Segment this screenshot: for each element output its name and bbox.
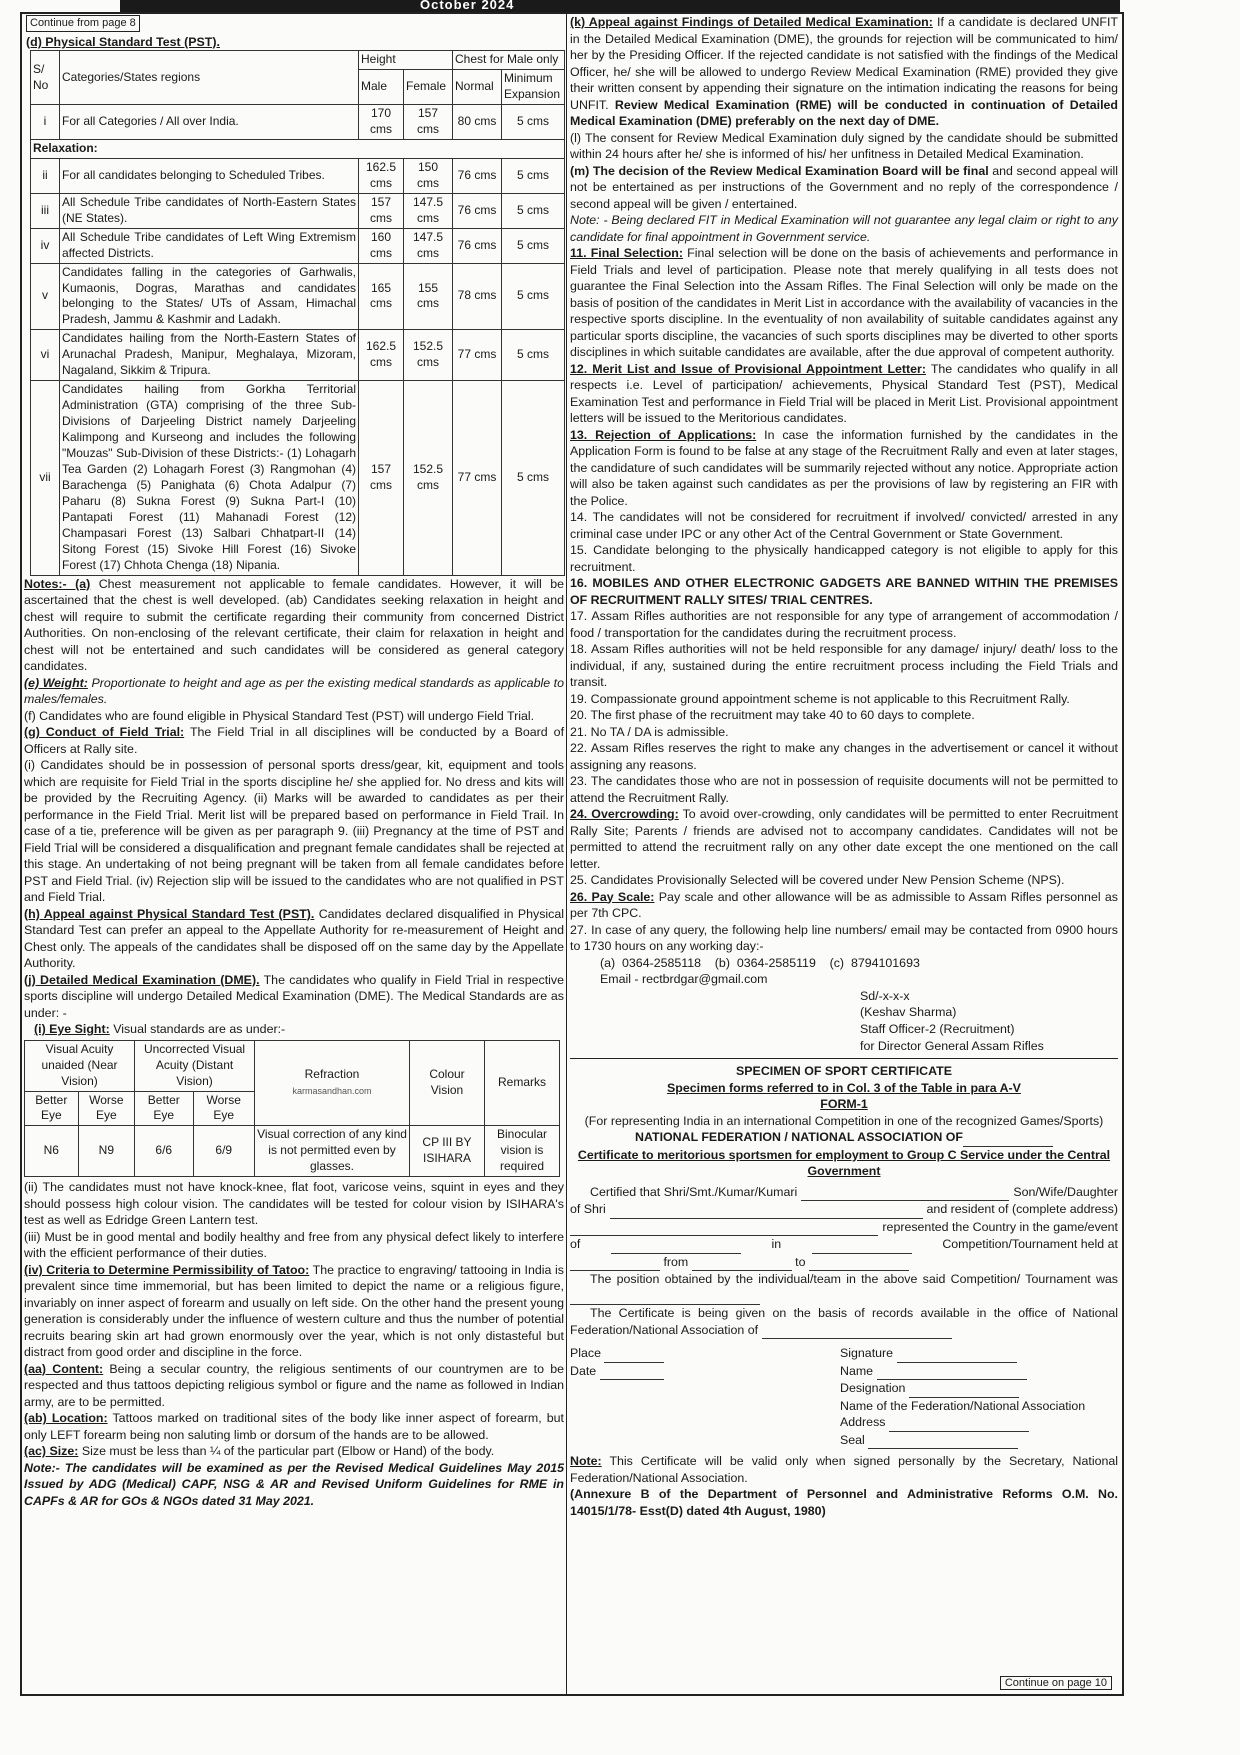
- j-text: The candidates who qualify in Field Trial in respective sports discipline will undergo Detailed Medical Examination (DME). The Medical Standards are as under: -: [24, 972, 564, 1020]
- blank-line: [877, 1363, 1027, 1381]
- k-text: If a candidate is declared UNFIT in the Detailed Medical Examination (DME), the grounds for rejection will be communicated to him/ her by the Presiding Officer. If the rejected candidate is not satisfied with the findings of the Medical Officer, he/ she will be allowed to undergo Review Medical Examination (RME) provided they give their written consent by appending their signature on the intimation indicating the reasons for being UNFIT.: [570, 15, 1118, 112]
- table-row: [31, 330, 565, 381]
- j-label: (j) Detailed Medical Examination (DME).: [24, 972, 260, 987]
- form-row: [570, 1254, 1118, 1272]
- spec-title: SPECIMEN OF SPORT CERTIFICATE: [736, 1064, 952, 1079]
- eye-cell: N9: [78, 1126, 134, 1177]
- p11-text: Final selection will be done on the basis of achievements and performance in Field Trials and level of participation. Please note that merely qualifying in all tests does not guarantee the Final Selection into the Assam Rifles. The Final Selection will only be made on the basis of position of the candidates in Merit List in accordance with the availability of vacancies in the respective sports discipline. In the eventuality of non availability of suitable candidates against any particular sports discipline, the vacancies of such sports disciplines may be diverted to other sports disciplines in which suitable candidates are available, after the due approval of competent authority.: [570, 246, 1118, 359]
- form-text: and resident of (complete address): [926, 1202, 1118, 1217]
- iii-para: (iii) Must be in good mental and bodily healthy and free from any physical defect likely to interfere with the efficient performance of their duties.: [24, 1229, 564, 1261]
- row-no: vii: [31, 381, 60, 575]
- eye-cell: N6: [25, 1126, 79, 1177]
- form-text: of: [570, 1237, 581, 1252]
- table-row: [31, 158, 565, 193]
- eye-th-better-2: Better Eye: [135, 1091, 193, 1126]
- p11-label: 11. Final Selection:: [570, 246, 683, 260]
- p22: 22. Assam Rifles reserves the right to make any changes in the advertisement or cancel it without assigning any reasons.: [570, 741, 1118, 772]
- p15: 15. Candidate belonging to the physically handicapped category is not eligible to apply for this recruitment.: [570, 543, 1118, 574]
- row-normal: 77 cms: [453, 330, 502, 381]
- m-text: and second appeal will not be entertained as per instructions of the Government and no reply of the correspondence / second appeal will be given / entertained.: [570, 163, 1118, 211]
- cert-note-label: Note:: [570, 1454, 602, 1469]
- form-text: in: [771, 1237, 782, 1252]
- eye-th-worse: Worse Eye: [78, 1091, 134, 1126]
- sig-authority: for Director General Assam Rifles: [860, 1038, 1044, 1053]
- notes-para: [24, 576, 564, 675]
- designation-label: Designation: [840, 1381, 906, 1396]
- eye-cell: Visual correction of any kind is not permitted even by glasses.: [255, 1126, 410, 1177]
- table-row: [25, 1126, 560, 1177]
- p13: [570, 427, 1118, 510]
- address-label: Address: [840, 1415, 886, 1430]
- blank-line: [963, 1129, 1053, 1147]
- h-text: Candidates declared disqualified in Physical Standard Test can prefer an appeal to the Appellate Authority for re-measurement of Height and Chest only. The appeals of the candidates shall be disposed off on the same day by the Appellate Authority.: [24, 906, 564, 971]
- p25: 25. Candidates Provisionally Selected will be covered under New Pension Scheme (NPS).: [570, 873, 1065, 887]
- row-male: 162.5 cms: [359, 158, 404, 193]
- aa-label: (aa) Content:: [24, 1361, 104, 1376]
- name-label: Name: [840, 1363, 874, 1378]
- table-row: [31, 104, 565, 139]
- form-text: from: [663, 1254, 689, 1269]
- row-normal: 76 cms: [453, 158, 502, 193]
- p11: [570, 245, 1118, 361]
- row-female: 150 cms: [404, 158, 453, 193]
- row-no: vi: [31, 330, 60, 381]
- g-label: (g) Conduct of Field Trial:: [24, 725, 185, 740]
- th-sno: S/ No: [31, 51, 60, 105]
- row-exp: 5 cms: [502, 381, 565, 575]
- helpline-numbers: (a) 0364-2585118 (b) 0364-2585119 (c) 8794101693: [600, 955, 920, 970]
- row-text: For all candidates belonging to Scheduled Tribes.: [60, 158, 359, 193]
- blank-line: [692, 1254, 792, 1272]
- pst-title: (d) Physical Standard Test (PST).: [26, 34, 220, 49]
- federation-line: [570, 1129, 1118, 1147]
- eye-th-refraction: [255, 1040, 410, 1126]
- left-column: [24, 14, 564, 1509]
- right-column: [570, 14, 1118, 1519]
- eye-cell: CP III BY ISIHARA: [410, 1126, 485, 1177]
- p13-text: In case the information furnished by the candidates in the Application Form is found to be false at any stage of the Recruitment Rally and even at later stages, the candidature of such candidates will be summarily rejected without any notice. Appropriate action will also be taken against such candidates as per the provisions of law by registering an FIR with the Police.: [570, 427, 1118, 508]
- form-text: Son/Wife/Daughter: [1013, 1184, 1118, 1199]
- form-row: [570, 1184, 1118, 1202]
- signature-label: Signature: [840, 1346, 894, 1361]
- sig-designation: Staff Officer-2 (Recruitment): [860, 1021, 1015, 1036]
- eye-th-colour: Colour Vision: [410, 1040, 485, 1126]
- p21: 21. No TA / DA is admissible.: [570, 724, 729, 739]
- th-normal: Normal: [453, 70, 502, 105]
- eye-label: (i) Eye Sight:: [34, 1022, 110, 1037]
- row-text: Candidates hailing from Gorkha Territorial Administration (GTA) comprising of the three Sub-Divisions of Darjeeling District namely Darjeeling Kalimpong and Kurseong and includes the following "Mouzas" Sub-Division of these Districts:- (1) Lohagarh Tea Garden (2) Lohagarh Forest (3) Rangmohan (4) Barachenga (5) Panighata (6) Chota Adalpur (7) Paharu (8) Sukna Forest (9) Sukna Part-I (10) Pantapati Forest (11) Mahanadi Forest (12) Champasari Forest (13) Salbari Chhatpart-II (14) Sitong Forest (15) Sivoke Hill Forest (16) Sivoke Forest (17) Chhota Chenga (18) Nipania.: [60, 381, 359, 575]
- form-text: of Shri: [570, 1202, 606, 1217]
- signature-block: [860, 988, 1118, 1055]
- row-exp: 5 cms: [502, 263, 565, 330]
- eye-table: [24, 1040, 560, 1178]
- form-row: [570, 1236, 1118, 1254]
- weight-text: Proportionate to height and age as per the existing medical standards as applicable to males/females.: [24, 675, 564, 707]
- g-para: [24, 724, 564, 757]
- pst-table: [30, 50, 565, 576]
- row-normal: 77 cms: [453, 381, 502, 575]
- p14: 14. The candidates will not be considered for recruitment if involved/ convicted/ arrested in any criminal case under IPC or any other Act of the Central Government or State Government.: [570, 510, 1118, 541]
- p12-label: 12. Merit List and Issue of Provisional Appointment Letter:: [570, 361, 926, 376]
- eye-th-near: Visual Acuity unaided (Near Vision): [25, 1040, 135, 1091]
- iv-label: (iv) Criteria to Determine Permissibility of Tatoo:: [24, 1262, 310, 1277]
- notes-text: Chest measurement not applicable to female candidates. However, it will be ascertained that the chest is well developed. (ab) Candidates seeking relaxation in height and chest will require to submit the certificate regarding their community from concerned District Authorities. On non-enclosing of the relevant certificate, their claim for relaxation in height and chest will not be entertained and such candidates will be considered as general category candidates.: [24, 576, 564, 674]
- k-para: [570, 14, 1118, 130]
- form-row: [570, 1201, 1118, 1219]
- blank-line: [809, 1254, 909, 1272]
- row-no: iv: [31, 228, 60, 263]
- p24-text: To avoid over-crowding, only candidates will be permitted to enter Recruitment Rally Site; Parents / friends are advised not to accompany candidates. Candidates will not be permitted to attend the recruitment rally on any other date except the one mentioned on the call letter.: [570, 807, 1119, 871]
- final-note: Note:- The candidates will be examined as per the Revised Medical Guidelines May 2015 Issued by ADG (Medical) CAPF, NSG & AR and Revised Uniform Guidelines for RME in CAPFs & AR for GOs & NGOs dated 31 May 2021.: [24, 1460, 564, 1508]
- page-frame: [20, 12, 1124, 1696]
- cert-position: [570, 1271, 1118, 1305]
- l-para: (l) The consent for Review Medical Examination duly signed by the candidate should be submitted within 24 hours after he/ she is informed of his/ her unfitness in Detailed Medical Examination.: [570, 130, 1118, 161]
- th-category: Categories/States regions: [60, 51, 359, 105]
- table-row: [31, 193, 565, 228]
- refraction-label: Refraction: [304, 1067, 360, 1082]
- k-label: (k) Appeal against Findings of Detailed Medical Examination:: [570, 15, 933, 29]
- form-text: Competition/Tournament held at: [942, 1237, 1118, 1252]
- row-female: 152.5 cms: [404, 381, 453, 575]
- table-row: [31, 381, 565, 575]
- th-female: Female: [404, 70, 453, 105]
- eye-text: Visual standards are as under:-: [113, 1022, 286, 1037]
- p12: [570, 361, 1118, 427]
- notes-label: Notes:- (a): [24, 576, 91, 591]
- row-female: 147.5 cms: [404, 228, 453, 263]
- aa-text: Being a secular country, the religious sentiments of our countrymen are to be respected and thus tattoos depicting religious symbol or figure and the name as followed in Indian army, are to be permitted.: [24, 1361, 564, 1409]
- iv-text: The practice to engraving/ tattooing in India is prevalent since time immemorial, but has been limited to depict the name or a religious figure, invariably on inner aspect of forearm and usually on left side. On the other hand the present young generation is considerably under the influence of western culture and thus the number of potential recruits bearing skin art had grown enormously over the year, which is not only distasteful but distract from good order and discipline in the force.: [24, 1262, 564, 1360]
- g-text: The Field Trial in all disciplines will be conducted by a Board of Officers at Rally site.: [24, 725, 565, 756]
- helpline-email: Email - rectbrdgar@gmail.com: [600, 972, 768, 986]
- blank-line: [610, 1201, 923, 1219]
- ab-text: Tattoos marked on traditional sites of the body like inner aspect of forearm, but only LEFT forearm being non saluting limb or dorsum of the hands are to be allowed.: [24, 1411, 564, 1442]
- blank-line: [897, 1345, 1017, 1363]
- row-no: i: [31, 104, 60, 139]
- row-text: Candidates falling in the categories of Garhwalis, Kumaonis, Dogras, Marathas and candidates belonging to the States/ UTs of Assam, Himachal Pradesh, Jammu & Kashmir and Ladakh.: [60, 263, 359, 330]
- row-exp: 5 cms: [502, 228, 565, 263]
- cert-note-text: This Certificate will be valid only when signed personally by the Secretary, National Federation/National Association.: [570, 1454, 1119, 1485]
- cert-signature-area: [570, 1345, 1118, 1449]
- p23: 23. The candidates those who are not in possession of requisite documents will not be permitted to attend the Recruitment Rally.: [570, 774, 1118, 805]
- sig-name: (Keshav Sharma): [860, 1005, 957, 1020]
- k-bold: Review Medical Examination (RME) will be conducted in continuation of Detailed Medical Examination (DME) preferably on the next day of DME.: [570, 97, 1118, 128]
- date-label: Date: [570, 1363, 597, 1378]
- p19: 19. Compassionate ground appointment scheme is not applicable to this Recruitment Rally.: [570, 691, 1070, 706]
- form-text: to: [795, 1254, 806, 1269]
- ac-label: (ac) Size:: [24, 1444, 79, 1459]
- form-text: represented the Country in the game/event: [882, 1219, 1118, 1234]
- row-no: iii: [31, 193, 60, 228]
- blank-line: [570, 1219, 878, 1237]
- p17: 17. Assam Rifles authorities are not responsible for any type of arrangement of accommodation / food / transportation for the candidates during the recruitment process.: [570, 609, 1118, 640]
- th-chest: Chest for Male only: [453, 51, 565, 70]
- m-bold: (m) The decision of the Review Medical Examination Board will be final: [570, 163, 989, 178]
- row-exp: 5 cms: [502, 104, 565, 139]
- th-height: Height: [359, 51, 453, 70]
- row-text: All Schedule Tribe candidates of Left Wing Extremism affected Districts.: [60, 228, 359, 263]
- row-exp: 5 cms: [502, 193, 565, 228]
- row-no: v: [31, 263, 60, 330]
- spec-subtitle: Specimen forms referred to in Col. 3 of the Table in para A-V: [667, 1080, 1021, 1095]
- p16: 16. MOBILES AND OTHER ELECTRONIC GADGETS ARE BANNED WITHIN THE PREMISES OF RECRUITMENT RALLY SITES/ TRIAL CENTRES.: [570, 576, 1118, 607]
- eye-th-worse-2: Worse Eye: [193, 1091, 255, 1126]
- form-1-label: FORM-1: [820, 1097, 868, 1112]
- row-female: 157 cms: [404, 104, 453, 139]
- eye-th-distant: Uncorrected Visual Acuity (Distant Vision): [135, 1040, 255, 1091]
- place-label: Place: [570, 1346, 601, 1361]
- form-text: The position obtained by the individual/team in the above said Competition/ Tournament was: [590, 1272, 1118, 1287]
- weight-label: (e) Weight:: [24, 675, 88, 690]
- row-normal: 78 cms: [453, 263, 502, 330]
- th-min-expansion: Minimum Expansion: [502, 70, 565, 105]
- p27: 27. In case of any query, the following help line numbers/ email may be contacted from 0900 hours to 1730 hours on any working day:-: [570, 922, 1118, 953]
- blank-line: [570, 1254, 660, 1272]
- h-para: [24, 906, 564, 972]
- p26-text: Pay scale and other allowance will be as admissible to Assam Rifles personnel as per 7th CPC.: [570, 889, 1119, 920]
- blank-line: [801, 1184, 1009, 1202]
- p12-text: The candidates who qualify in all respects i.e. Level of participation/ achievements, Physical Standard Test (PST), Medical Examination Test and performance in Field Trial will be placed in Merit List. Provisional appointment letters will be issued to the Meritorious candidates.: [570, 361, 1118, 425]
- top-strip-text: October 2024: [420, 0, 515, 12]
- p13-label: 13. Rejection of Applications:: [570, 427, 757, 442]
- row-male: 165 cms: [359, 263, 404, 330]
- blank-line: [762, 1322, 952, 1340]
- continue-from-box: Continue from page 8: [26, 15, 140, 32]
- column-divider: [566, 14, 567, 1694]
- continue-on-box: Continue on page 10: [1000, 1676, 1112, 1690]
- blank-line: [868, 1432, 1018, 1450]
- p24-label: 24. Overcrowding:: [570, 807, 679, 821]
- eye-para: [34, 1021, 564, 1038]
- row-male: 170 cms: [359, 104, 404, 139]
- form-row: [570, 1219, 1118, 1237]
- blank-line: [889, 1414, 1029, 1432]
- note-fit-text: Note: - Being declared FIT in Medical Examination will not guarantee any legal claim or right to any candidate for final appointment in Government service.: [570, 213, 1118, 244]
- row-normal: 76 cms: [453, 228, 502, 263]
- ac-para: [24, 1443, 564, 1460]
- note-fit: [570, 212, 1118, 245]
- blank-line: [909, 1380, 1019, 1398]
- place-date: [570, 1345, 840, 1449]
- row-male: 162.5 cms: [359, 330, 404, 381]
- eye-th-better: Better Eye: [25, 1091, 79, 1126]
- cert-title: Certificate to meritorious sportsmen for employment to Group C Service under the Central Government: [577, 1147, 1111, 1179]
- row-text: Candidates hailing from the North-Eastern States of Arunachal Pradesh, Manipur, Meghalaya, Mizoram, Nagaland, Sikkim & Tripura.: [60, 330, 359, 381]
- p20: 20. The first phase of the recruitment may take 40 to 60 days to complete.: [570, 708, 975, 722]
- g-i-para: (i) Candidates should be in possession of personal sports dress/gear, kit, equipment and tools which are requisite for Field Trial in the sports discipline he/ she applied for. No dress and kits will be provided by the Recruiting Agency. (ii) Marks will be awarded to candidates as per their performance in the Field Trial. Merit list will be prepared based on performance in Field Trail. In case of a tie, preference will be given as per paragraph 9. (iii) Pregnancy at the time of PST and Field Trial will be considered a disqualification and pregnant female candidates shall be rejected at this stage. An undertaking of not being pregnant will be taken from all female candidates before PST and Field Trial. (iv) Rejection slip will be issued to the candidates who are not qualified in PST and Field Trial.: [24, 758, 564, 905]
- ac-text: Size must be less than ¼ of the particular part (Elbow or Hand) of the body.: [81, 1444, 495, 1459]
- blank-line: [611, 1236, 741, 1254]
- th-male: Male: [359, 70, 404, 105]
- row-exp: 5 cms: [502, 330, 565, 381]
- form-note: (For representing India in an international Competition in one of the recognized Games/Sports): [584, 1113, 1104, 1128]
- iv-para: [24, 1262, 564, 1361]
- ab-label: (ab) Location:: [24, 1411, 108, 1426]
- f-para: (f) Candidates who are found eligible in Physical Standard Test (PST) will undergo Field Trial.: [24, 708, 535, 723]
- relaxation-label: Relaxation:: [31, 139, 565, 158]
- h-label: (h) Appeal against Physical Standard Test (PST).: [24, 906, 315, 921]
- federation-name-label: Name of the Federation/National Association: [840, 1398, 1086, 1413]
- row-text: For all Categories / All over India.: [60, 104, 359, 139]
- row-normal: 80 cms: [453, 104, 502, 139]
- weight-para: [24, 675, 564, 708]
- table-row: [31, 263, 565, 330]
- row-text: All Schedule Tribe candidates of North-Eastern States (NE States).: [60, 193, 359, 228]
- watermark-text: karmasandhan.com: [292, 1086, 372, 1097]
- row-female: 152.5 cms: [404, 330, 453, 381]
- cert-note: [570, 1453, 1118, 1486]
- row-male: 160 cms: [359, 228, 404, 263]
- eye-cell: 6/9: [193, 1126, 255, 1177]
- row-no: ii: [31, 158, 60, 193]
- ii-para: (ii) The candidates must not have knock-knee, flat foot, varicose veins, squint in eyes and they should possess high colour vision. The candidates will be tested for colour vision by ISIHARA's test as well as Edridge Green Lantern test.: [24, 1180, 564, 1228]
- row-male: 157 cms: [359, 193, 404, 228]
- row-exp: 5 cms: [502, 158, 565, 193]
- blank-line: [600, 1363, 664, 1381]
- section-divider: [570, 1058, 1118, 1059]
- row-female: 155 cms: [404, 263, 453, 330]
- row-normal: 76 cms: [453, 193, 502, 228]
- cert-basis: [570, 1305, 1118, 1339]
- eye-cell: 6/6: [135, 1126, 193, 1177]
- eye-cell: Binocular vision is required: [485, 1126, 560, 1177]
- ab-para: [24, 1410, 564, 1443]
- annexure-text: (Annexure B of the Department of Personnel and Administrative Reforms O.M. No. 14015/1/78- Esst(D) dated 4th August, 1980): [570, 1487, 1118, 1518]
- aa-para: [24, 1361, 564, 1411]
- blank-line: [604, 1345, 664, 1363]
- form-text: The Certificate is being given on the basis of records available in the office of National Federation/National Association of: [570, 1306, 1118, 1337]
- p26: [570, 889, 1118, 922]
- signatory-fields: [840, 1345, 1085, 1449]
- blank-line: [570, 1288, 760, 1306]
- row-male: 157 cms: [359, 381, 404, 575]
- eye-th-remarks: Remarks: [485, 1040, 560, 1126]
- p18: 18. Assam Rifles authorities will not be held responsible for any damage/ injury/ death/ loss to the individual, if any, sustained during the entire recruitment process including the Field Trials and transit.: [570, 642, 1118, 689]
- form-text: Certified that Shri/Smt./Kumar/Kumari: [590, 1184, 798, 1199]
- blank-line: [812, 1236, 912, 1254]
- m-para: [570, 163, 1118, 213]
- sig-line: Sd/-x-x-x: [860, 988, 910, 1003]
- table-row: [31, 228, 565, 263]
- federation-text: NATIONAL FEDERATION / NATIONAL ASSOCIATION OF: [635, 1130, 963, 1145]
- p26-label: 26. Pay Scale:: [570, 889, 655, 904]
- row-female: 147.5 cms: [404, 193, 453, 228]
- j-para: [24, 972, 564, 1022]
- p24: [570, 806, 1118, 872]
- seal-label: Seal: [840, 1432, 865, 1447]
